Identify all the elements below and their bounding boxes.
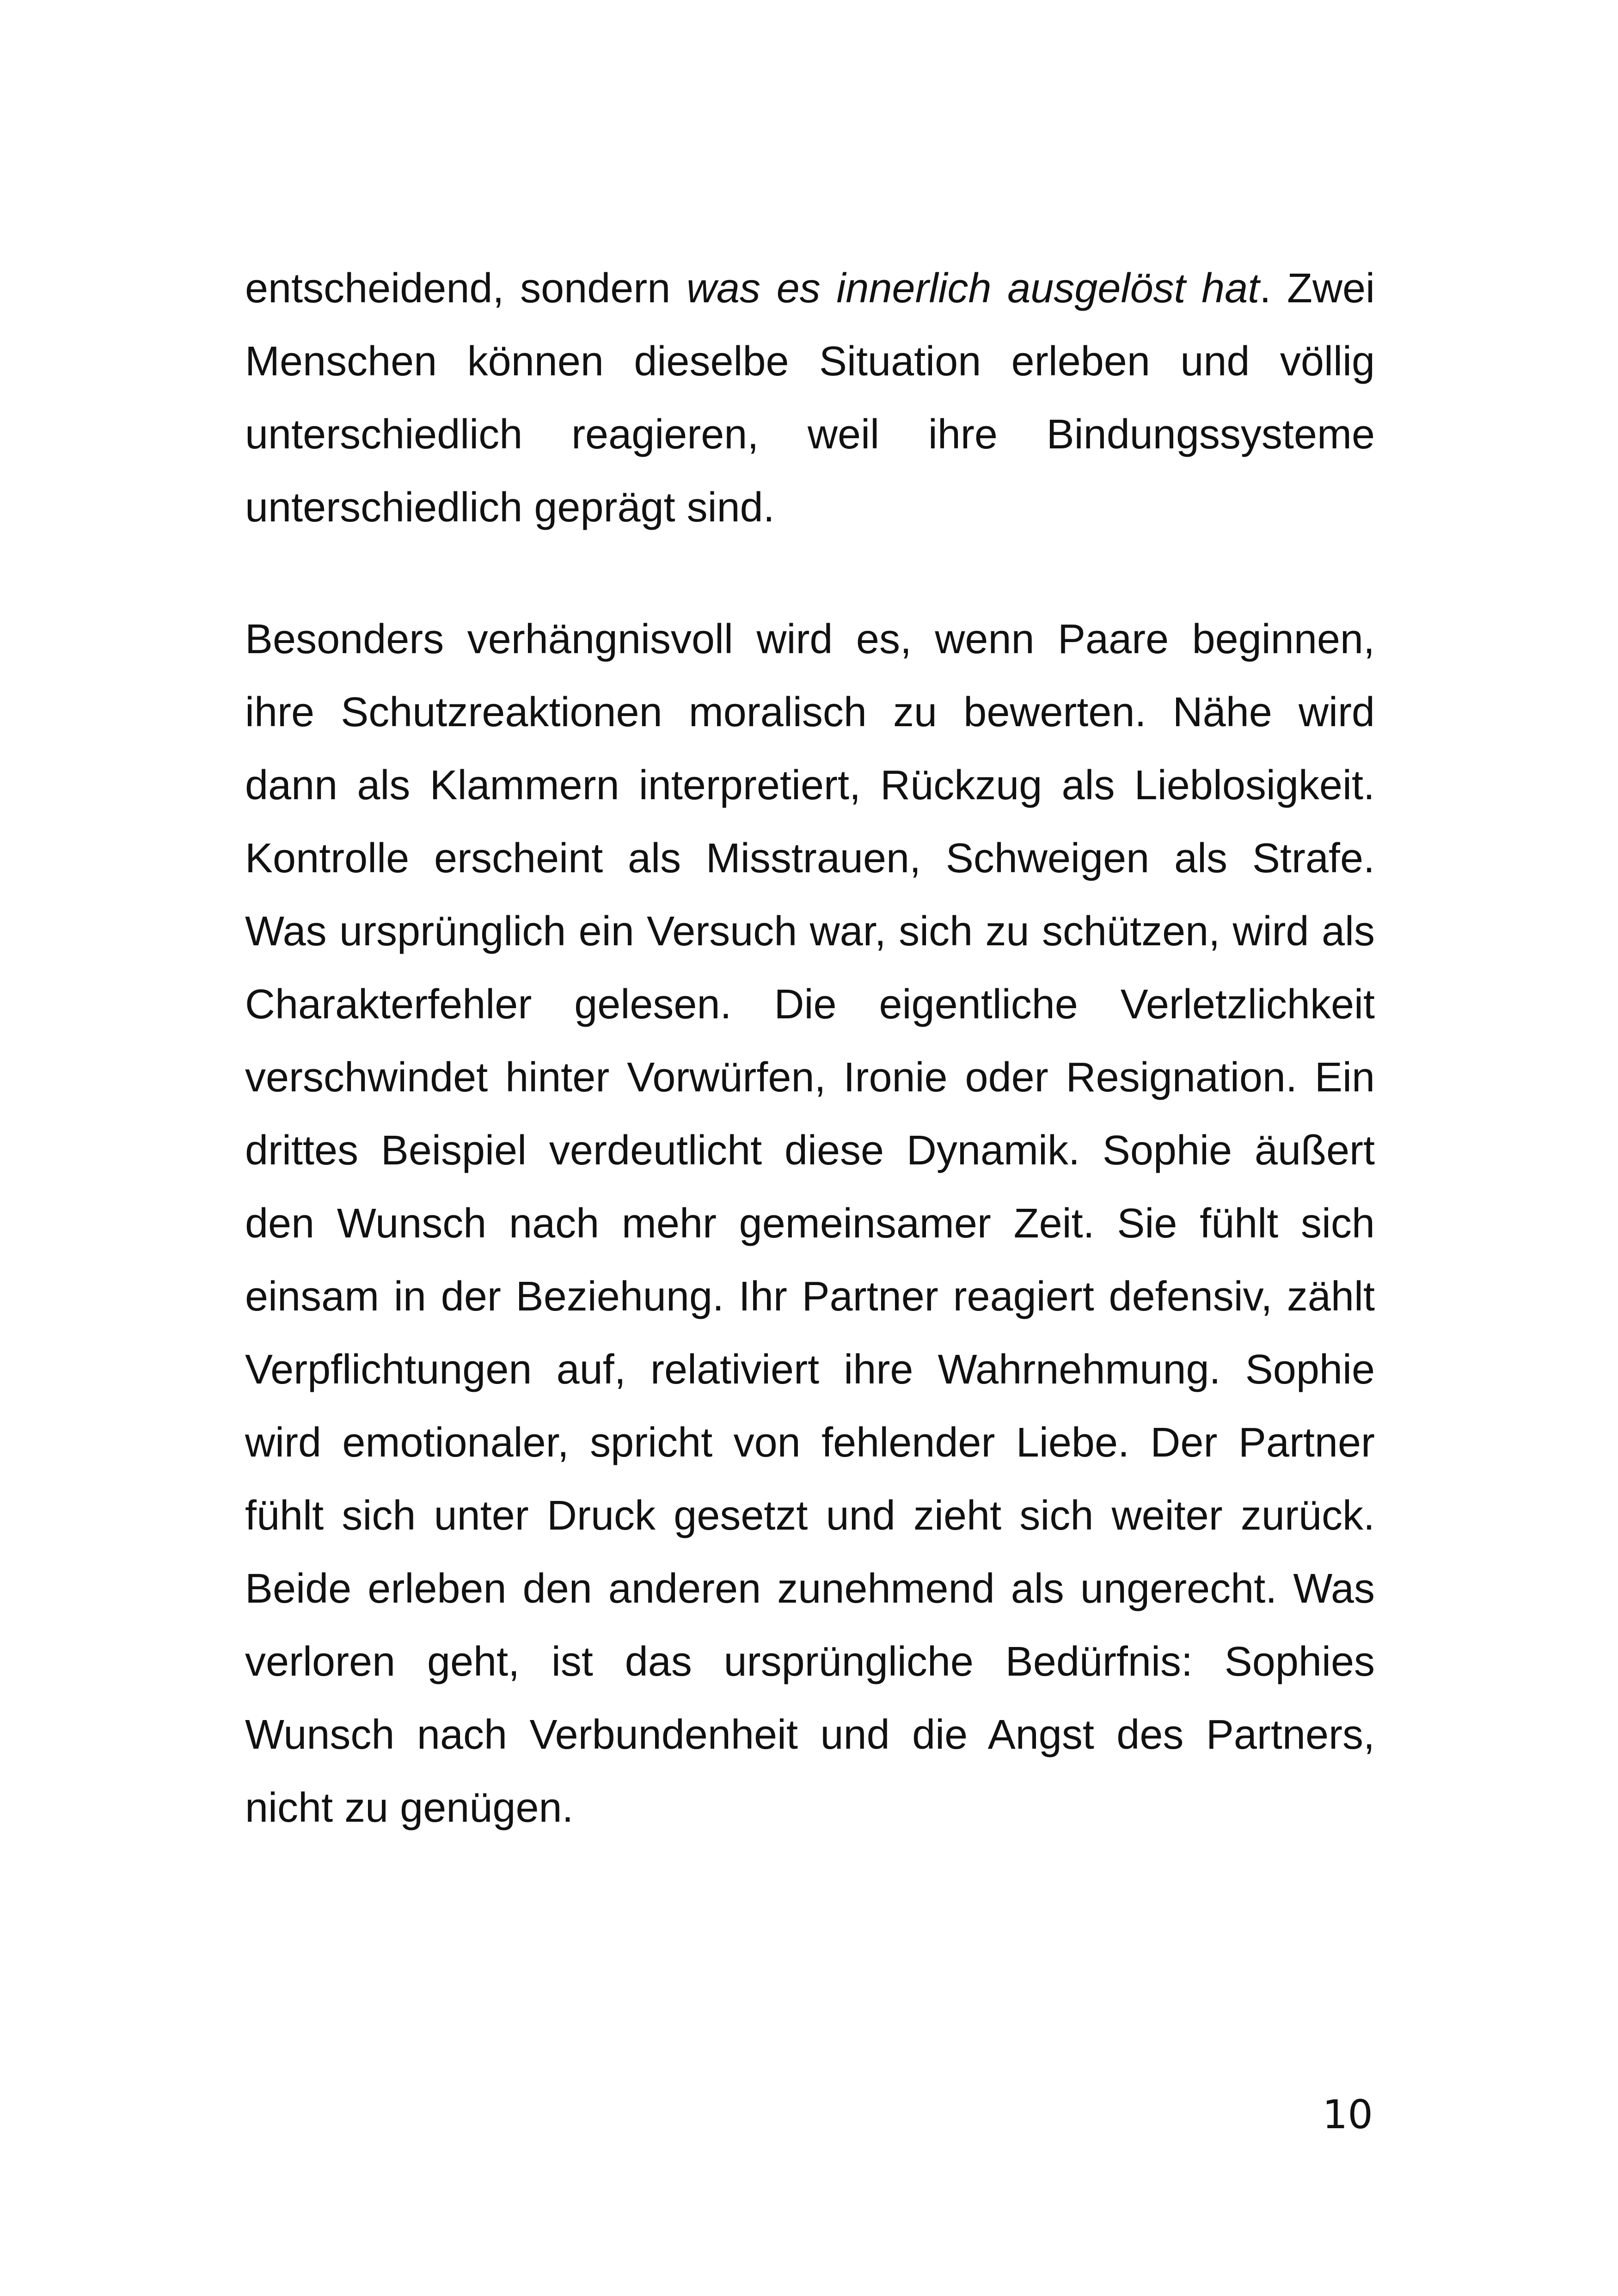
page-number: 10 (1322, 2092, 1373, 2138)
paragraph-2: Besonders verhängnisvoll wird es, wenn Paare beginnen, ihre Schutzreaktionen moralisch zu bewerten. Nähe wird dann als Klammern interpretiert, Rückzug als Lieblosigkeit. Kontrolle erscheint als Misstrauen, Schweigen als Strafe. Was ursprünglich ein Versuch war, sich zu schützen, wird als Charakterfehler gelesen. Die eigentliche Verletzlichkeit verschwindet hinter Vorwürfen, Ironie oder Resignation. Ein drittes Beispiel verdeutlicht diese Dynamik. Sophie äußert den Wunsch nach mehr gemeinsamer Zeit. Sie fühlt sich einsam in der Beziehung. Ihr Partner reagiert defensiv, zählt Verpflichtungen auf, relativiert ihre Wahrnehmung. Sophie wird emotionaler, spricht von fehlender Liebe. Der Partner fühlt sich unter Druck gesetzt und zieht sich weiter zurück. Beide erleben den anderen zunehmend als ungerecht. Was verloren geht, ist das ursprüngliche Bedürfnis: Sophies Wunsch nach Verbundenheit und die Angst des Partners, nicht zu genügen. (245, 616, 1375, 1831)
paragraph-1-opening-text: entscheidend, sondern (245, 265, 686, 312)
paragraph-1-emphasized-text: was es innerlich ausgelöst hat (686, 265, 1260, 312)
paragraph-1-closing-text: . Zwei Menschen können dieselbe Situation erleben und völlig unterschiedlich reagieren, weil ihre Bindungssysteme unterschiedlich geprägt sind. (245, 265, 1375, 531)
paragraph-1 (245, 252, 1375, 544)
